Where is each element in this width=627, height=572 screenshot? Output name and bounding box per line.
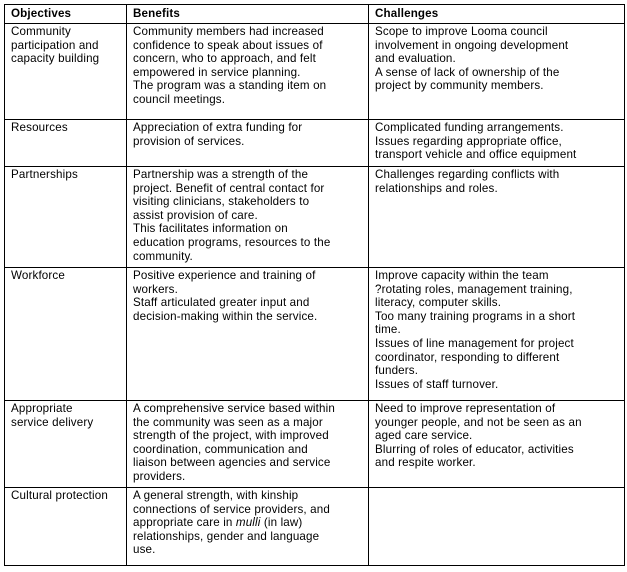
challenges-cell [369,24,625,120]
benefit-line: A general strength, with kinship [133,489,299,502]
challenges-cell [369,268,625,401]
benefit-line: Positive experience and training of [133,269,316,282]
challenge-line: Issues regarding appropriate office, [375,134,562,148]
challenge-line: Issues of line management for project [375,336,574,350]
benefit-line: the community was seen as a major [133,415,323,429]
challenges-cell [369,401,625,488]
table-row [5,401,625,488]
challenge-line: and respite worker. [375,456,476,470]
benefit-line: connections of service providers, and [133,502,330,516]
objective-line: Partnerships [11,168,78,181]
benefit-line: providers. [133,469,186,483]
table-row [5,24,625,120]
benefit-line: provision of services. [133,134,245,148]
challenges-cell-empty [369,488,625,566]
benefit-line: use. [133,543,156,557]
challenge-line: Challenges regarding conflicts with [375,168,560,181]
objective-line: Resources [11,121,68,134]
benefit-line: visiting clinicians, stakeholders to [133,195,310,209]
challenge-line: literacy, computer skills. [375,296,502,310]
challenge-line: transport vehicle and office equipment [375,148,577,162]
header-objectives: Objectives [5,5,127,24]
benefit-line: Partnership was a strength of the [133,168,309,181]
benefit-line: community. [133,249,193,263]
objective-line: Appropriate [11,402,73,415]
objective-line: Cultural protection [11,489,108,502]
challenge-line: Scope to improve Looma council [375,25,548,38]
challenges-cell [369,167,625,268]
challenge-line: relationships and roles. [375,181,498,195]
benefits-cell [127,24,369,120]
benefit-text: (in law) [260,516,303,530]
challenge-line: project by community members. [375,79,544,93]
challenge-line: Need to improve representation of [375,402,556,415]
challenge-line: and evaluation. [375,52,456,66]
header-benefits: Benefits [127,5,369,24]
benefit-line: Staff articulated greater input and [133,296,310,310]
objective-cell [5,24,127,120]
benefit-line: confidence to speak about issues of [133,38,323,52]
challenge-line: involvement in ongoing development [375,38,569,52]
objective-cell [5,268,127,401]
objectives-benefits-challenges-table [4,4,625,566]
challenge-line: younger people, and not be seen as an [375,415,582,429]
challenge-line: aged care service. [375,429,473,443]
challenge-line: Improve capacity within the team [375,269,549,282]
table-row [5,268,625,401]
benefit-line: decision-making within the service. [133,309,318,323]
challenge-line: Blurring of roles of educator, activities [375,442,574,456]
objective-line: service delivery [11,415,94,429]
challenge-line: Complicated funding arrangements. [375,121,564,134]
benefit-line: Appreciation of extra funding for [133,121,303,134]
objective-cell [5,120,127,167]
header-challenges: Challenges [369,5,625,24]
challenges-cell [369,120,625,167]
benefits-cell [127,488,369,566]
challenge-line: coordinator, responding to different [375,350,560,364]
benefit-line: workers. [133,282,179,296]
benefit-line: strength of the project, with improved [133,429,329,443]
table-row [5,120,625,167]
challenge-line: Too many training programs in a short [375,309,576,323]
benefit-text: appropriate care in [133,516,236,530]
benefits-cell [127,401,369,488]
table-header-row [5,5,625,24]
benefit-line: project. Benefit of central contact for [133,181,325,195]
challenge-line: funders. [375,364,419,378]
benefits-cell [127,167,369,268]
italic-term: mulli [235,516,261,530]
benefit-line: concern, who to approach, and felt [133,52,316,66]
benefit-line: liaison between agencies and service [133,456,331,470]
benefit-line: assist provision of care. [133,208,258,222]
benefit-line: education programs, resources to the [133,235,331,249]
benefit-line: coordination, communication and [133,442,308,456]
objective-line: participation and [11,38,99,52]
benefit-line: relationships, gender and language [133,529,320,543]
benefit-line: The program was a standing item on [133,79,327,93]
benefit-line: Community members had increased [133,25,324,38]
table-row [5,488,625,566]
benefit-line: council meetings. [133,92,226,106]
challenge-line: time. [375,323,401,337]
benefit-line: This facilitates information on [133,222,288,236]
objective-cell [5,488,127,566]
challenge-line: ?rotating roles, management training, [375,282,573,296]
objective-cell [5,401,127,488]
objective-line: Community [11,25,71,38]
objective-cell [5,167,127,268]
benefit-line-mixed [133,516,362,530]
challenge-line: A sense of lack of ownership of the [375,65,560,79]
benefit-line: A comprehensive service based within [133,402,335,415]
table-row [5,167,625,268]
benefits-cell [127,268,369,401]
benefits-cell [127,120,369,167]
challenge-line: Issues of staff turnover. [375,377,499,391]
objective-line: Workforce [11,269,65,282]
benefit-line: empowered in service planning. [133,65,301,79]
objective-line: capacity building [11,52,100,66]
